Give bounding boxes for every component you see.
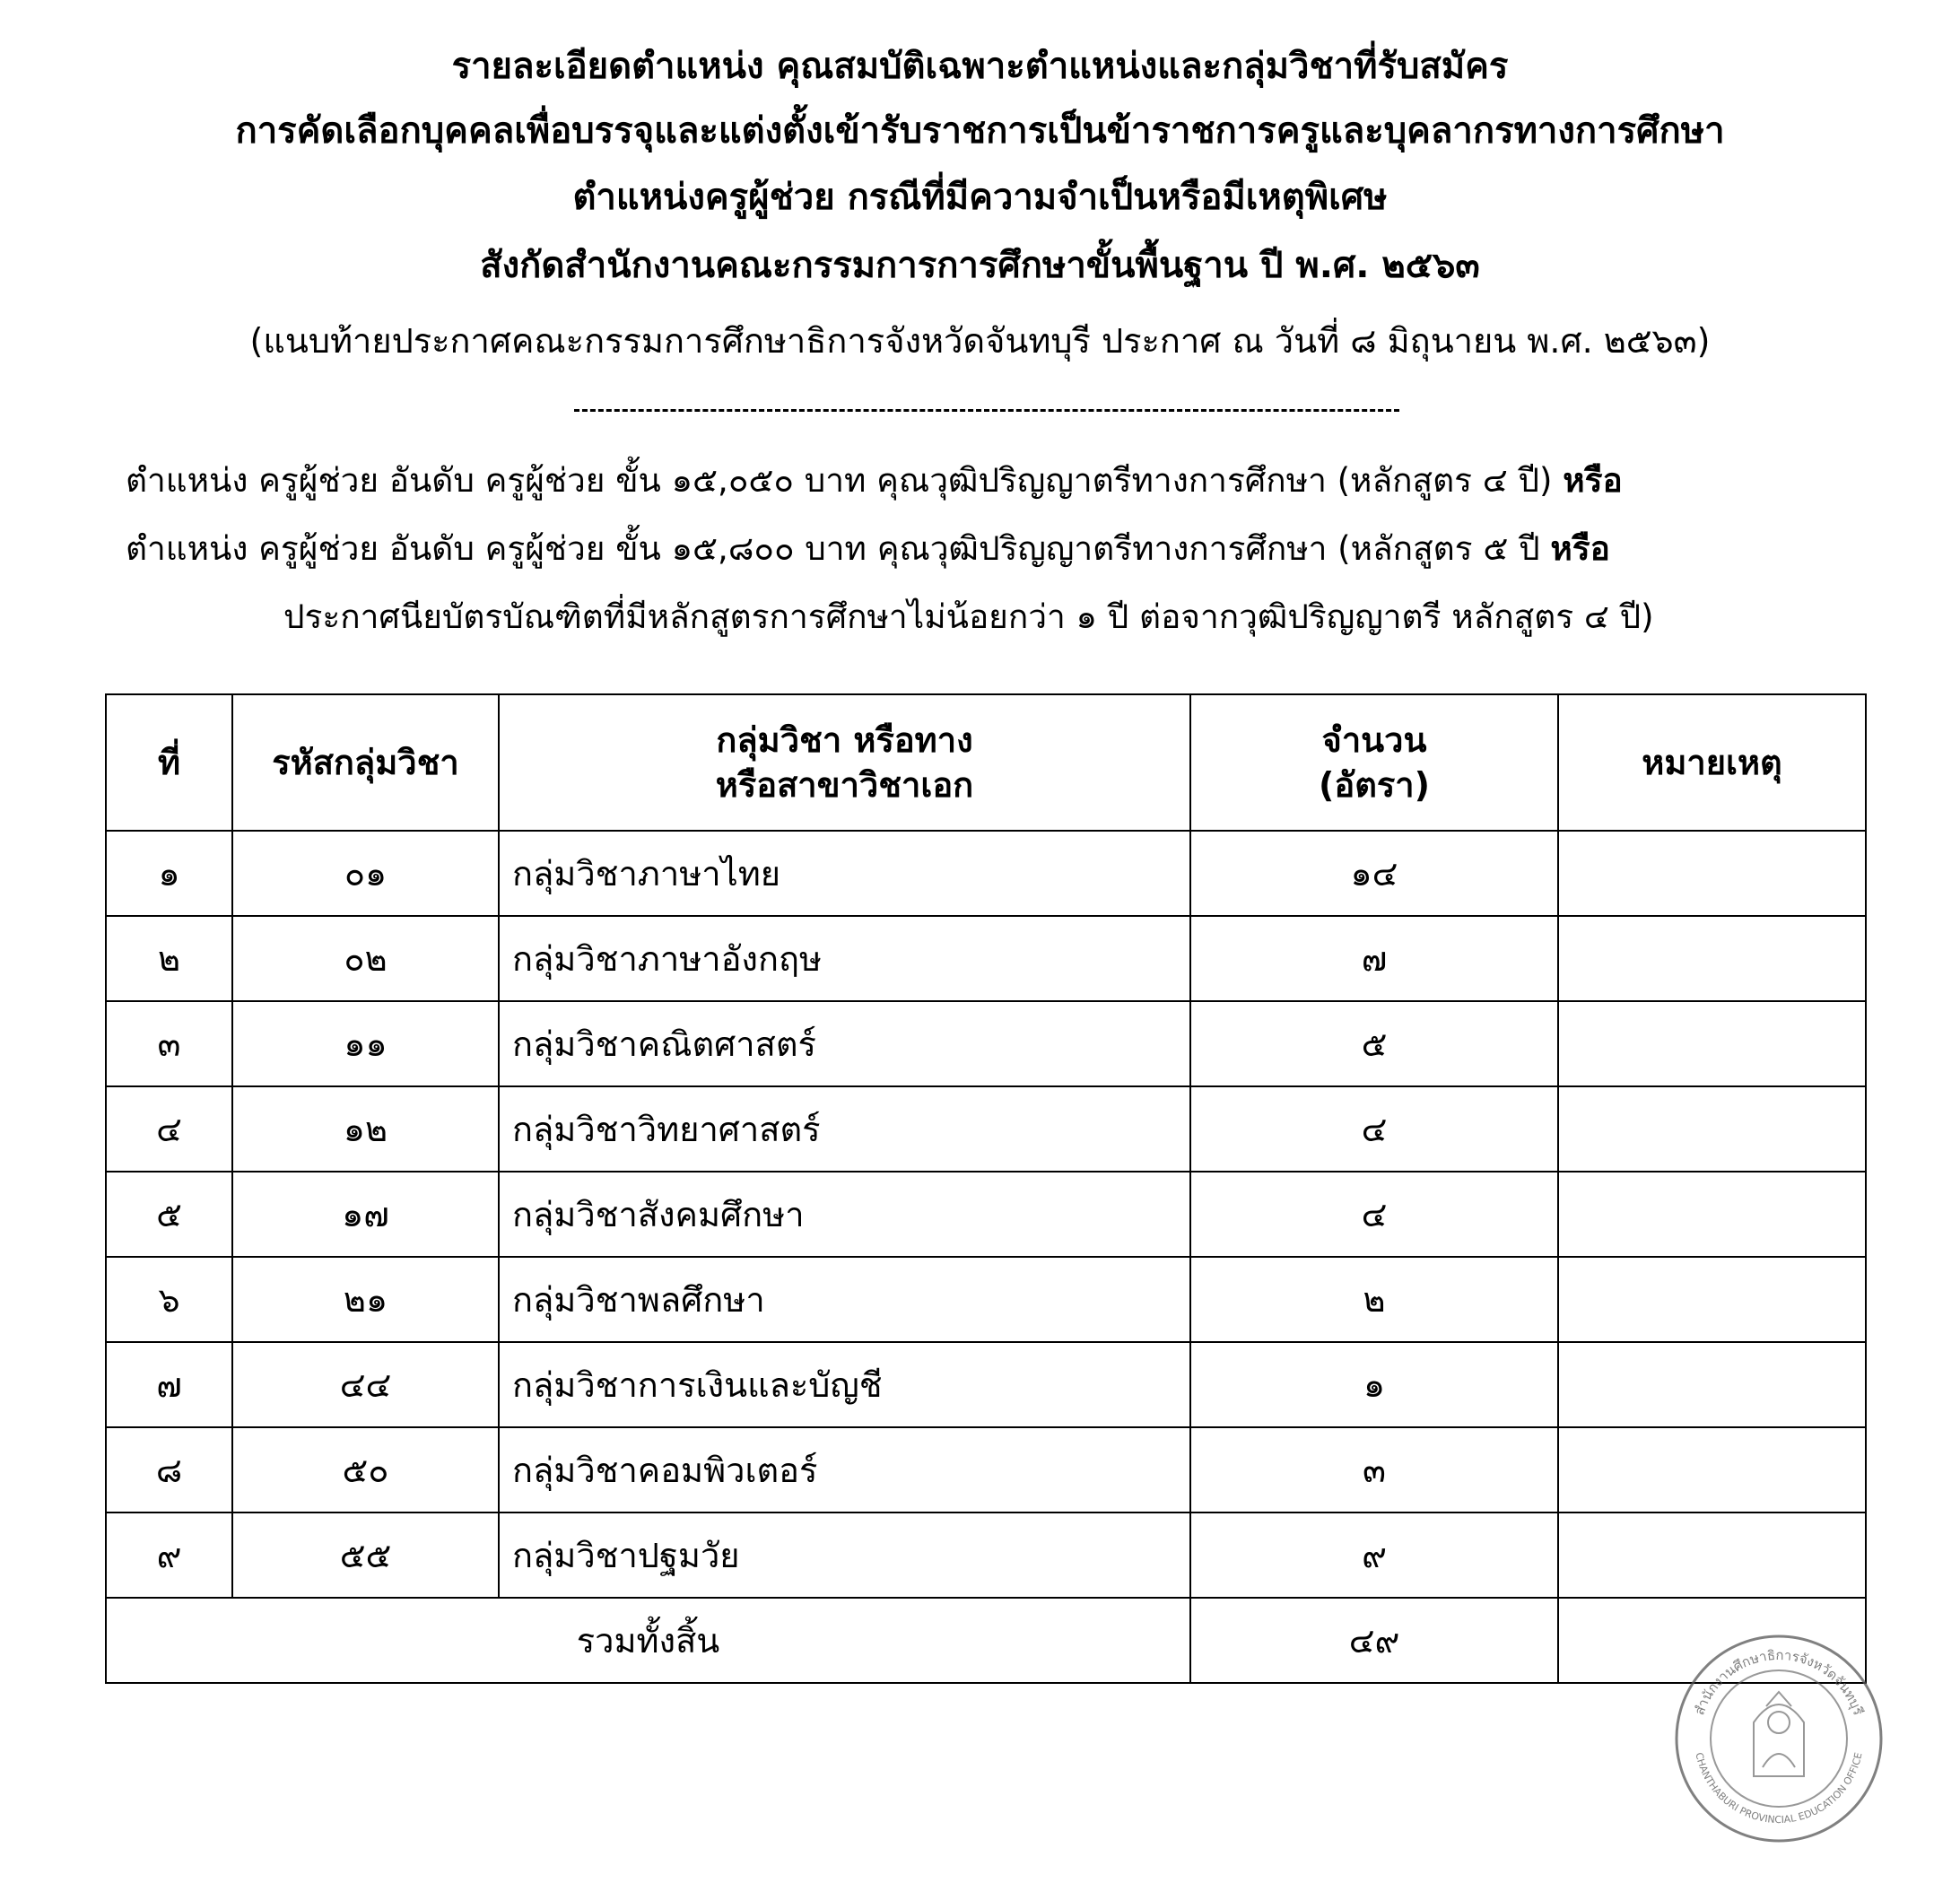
table-row	[106, 1172, 1866, 1257]
position-line-1-text: ตำแหน่ง ครูผู้ช่วย อันดับ ครูผู้ช่วย ขั้น ๑๕,๐๕๐ บาท คุณวุฒิปริญญาตรีทางการศึกษา (หลักสูตร ๔ ปี)	[126, 461, 1553, 500]
seal-emblem	[1754, 1692, 1804, 1776]
cell-no: ๙	[106, 1513, 232, 1598]
dashed-divider	[574, 409, 1399, 412]
cell-remark	[1558, 1086, 1866, 1172]
position-line-3: ประกาศนียบัตรบัณฑิตที่มีหลักสูตรการศึกษาไม่น้อยกว่า ๑ ปี ต่อจากวุฒิปริญญาตรี หลักสูตร ๔ ปี)	[283, 597, 1654, 636]
cell-subject: กลุ่มวิชาคอมพิวเตอร์	[499, 1427, 1190, 1513]
position-line-1-or: หรือ	[1563, 461, 1623, 500]
cell-no: ๒	[106, 916, 232, 1001]
cell-subject: กลุ่มวิชาพลศึกษา	[499, 1257, 1190, 1342]
cell-remark	[1558, 1257, 1866, 1342]
table-total-row	[106, 1598, 1866, 1683]
cell-code: ๔๔	[232, 1342, 499, 1427]
cell-no: ๑	[106, 831, 232, 916]
table-row	[106, 1257, 1866, 1342]
cell-remark	[1558, 916, 1866, 1001]
table-row	[106, 831, 1866, 916]
cell-subject: กลุ่มวิชาปฐมวัย	[499, 1513, 1190, 1598]
cell-no: ๘	[106, 1427, 232, 1513]
position-line-1	[126, 458, 1623, 504]
header-code: รหัสกลุ่มวิชา	[232, 694, 499, 831]
cell-subject: กลุ่มวิชาวิทยาศาสตร์	[499, 1086, 1190, 1172]
cell-code: ๒๑	[232, 1257, 499, 1342]
cell-code: ๕๕	[232, 1513, 499, 1598]
position-line-2-text: ตำแหน่ง ครูผู้ช่วย อันดับ ครูผู้ช่วย ขั้น ๑๕,๘๐๐ บาท คุณวุฒิปริญญาตรีทางการศึกษา (หลักสูตร ๕ ปี	[126, 529, 1540, 568]
cell-remark	[1558, 1342, 1866, 1427]
annex-note: (แนบท้ายประกาศคณะกรรมการศึกษาธิการจังหวัดจันทบุรี ประกาศ ณ วันที่ ๘ มิถุนายน พ.ศ. ๒๕๖๓)	[249, 321, 1711, 361]
position-line-2-or: หรือ	[1550, 529, 1610, 568]
table-row	[106, 1342, 1866, 1427]
cell-no: ๔	[106, 1086, 232, 1172]
cell-count: ๕	[1190, 1001, 1558, 1086]
header-count-line-1: จำนวน	[1321, 720, 1427, 760]
cell-code: ๐๒	[232, 916, 499, 1001]
cell-no: ๗	[106, 1342, 232, 1427]
cell-count: ๑	[1190, 1342, 1558, 1427]
header-count-line-2: (อัตรา)	[1319, 765, 1430, 805]
svg-text:CHANTHABURI PROVINCIAL EDUCATI	[1693, 1751, 1864, 1826]
header-subject-line-1: กลุ่มวิชา หรือทาง	[716, 720, 973, 760]
cell-code: ๑๗	[232, 1172, 499, 1257]
cell-remark	[1558, 831, 1866, 916]
total-label: รวมทั้งสิ้น	[106, 1598, 1190, 1683]
header-no: ที่	[106, 694, 232, 831]
table-header-row	[106, 694, 1866, 831]
cell-subject: กลุ่มวิชาสังคมศึกษา	[499, 1172, 1190, 1257]
heading-line-3: ตำแหน่งครูผู้ช่วย กรณีที่มีความจำเป็นหรือมีเหตุพิเศษ	[572, 177, 1388, 218]
subject-table	[105, 693, 1867, 1684]
heading-line-1: รายละเอียดตำแหน่ง คุณสมบัติเฉพาะตำแหน่งและกลุ่มวิชาที่รับสมัคร	[451, 46, 1509, 87]
heading-line-4: สังกัดสำนักงานคณะกรรมการการศึกษาขั้นพื้นฐาน ปี พ.ศ. ๒๕๖๓	[480, 245, 1480, 286]
cell-count: ๒	[1190, 1257, 1558, 1342]
cell-code: ๑๒	[232, 1086, 499, 1172]
cell-subject: กลุ่มวิชาการเงินและบัญชี	[499, 1342, 1190, 1427]
cell-no: ๓	[106, 1001, 232, 1086]
cell-count: ๔	[1190, 1172, 1558, 1257]
cell-subject: กลุ่มวิชาคณิตศาสตร์	[499, 1001, 1190, 1086]
official-seal-stamp	[1673, 1633, 1885, 1844]
cell-remark	[1558, 1001, 1866, 1086]
cell-count: ๔	[1190, 1086, 1558, 1172]
cell-code: ๑๑	[232, 1001, 499, 1086]
header-subject	[499, 694, 1190, 831]
cell-no: ๖	[106, 1257, 232, 1342]
total-count: ๔๙	[1190, 1598, 1558, 1683]
header-remark: หมายเหตุ	[1558, 694, 1866, 831]
header-count	[1190, 694, 1558, 831]
cell-no: ๕	[106, 1172, 232, 1257]
heading-line-2: การคัดเลือกบุคคลเพื่อบรรจุและแต่งตั้งเข้ารับราชการเป็นข้าราชการครูและบุคลากรทางการศึกษา	[235, 110, 1725, 152]
table-row	[106, 1513, 1866, 1598]
cell-remark	[1558, 1427, 1866, 1513]
position-line-2	[126, 526, 1610, 572]
table-row	[106, 1001, 1866, 1086]
table-row	[106, 1086, 1866, 1172]
table-row	[106, 1427, 1866, 1513]
cell-count: ๑๔	[1190, 831, 1558, 916]
cell-count: ๗	[1190, 916, 1558, 1001]
cell-count: ๓	[1190, 1427, 1558, 1513]
seal-text-top: สำนักงานศึกษาธิการจังหวัดจันทบุรี	[1691, 1646, 1867, 1718]
header-subject-line-2: หรือสาขาวิชาเอก	[715, 765, 974, 805]
cell-subject: กลุ่มวิชาภาษาไทย	[499, 831, 1190, 916]
cell-remark	[1558, 1172, 1866, 1257]
seal-text-bottom: CHANTHABURI PROVINCIAL EDUCATION OFFICE	[1693, 1751, 1865, 1826]
cell-code: ๕๐	[232, 1427, 499, 1513]
cell-remark	[1558, 1513, 1866, 1598]
table-row	[106, 916, 1866, 1001]
cell-subject: กลุ่มวิชาภาษาอังกฤษ	[499, 916, 1190, 1001]
cell-code: ๐๑	[232, 831, 499, 916]
cell-count: ๙	[1190, 1513, 1558, 1598]
